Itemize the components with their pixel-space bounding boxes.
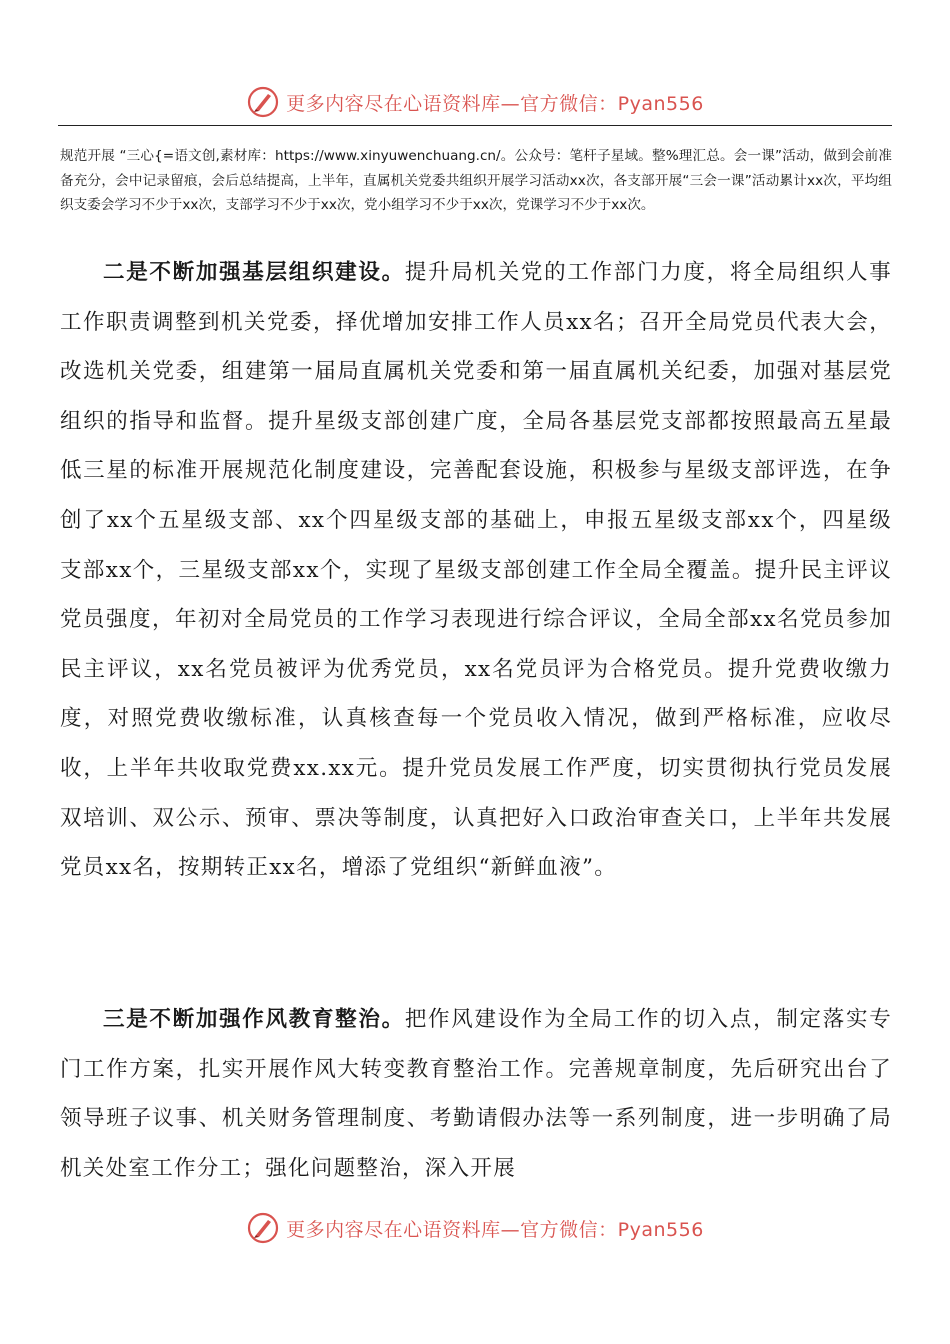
header-rule	[58, 125, 892, 126]
section-2-lead: 二是不断加强基层组织建设。	[103, 260, 405, 285]
section-3-body: 把作风建设作为全局工作的切入点，制定落实专门工作方案，扎实开展作风大转变教育整治工作。完善规章制度，先后研究出台了领导班子议事、机关财务管理制度、考勤请假办法等一系列制度，进一步明确了局机关处室工作分工；强化问题整治，深入开展	[60, 1007, 892, 1181]
section-2-body: 提升局机关党的工作部门力度，将全局组织人事工作职责调整到机关党委，择优增加安排工作人员xx名；召开全局党员代表大会，改选机关党委，组建第一届局直属机关党委和第一届直属机关纪委，加强对基层党组织的指导和监督。提升星级支部创建广度，全局各基层党支部都按照最高五星最低三星的标准开展规范化制度建设，完善配套设施，积极参与星级支部评选，在争创了xx个五星级支部、xx个四星级支部的基础上，申报五星级支部xx个，四星级支部xx个，三星级支部xx个，实现了星级支部创建工作全局全覆盖。提升民主评议党员强度，年初对全局党员的工作学习表现进行综合评议，全局全部xx名党员参加民主评议，xx名党员被评为优秀党员，xx名党员评为合格党员。提升党费收缴力度，对照党费收缴标准，认真核查每一个党员收入情况，做到严格标准，应收尽收，上半年共收取党费xx.xx元。提升党员发展工作严度，切实贯彻执行党员发展双培训、双公示、预审、票决等制度，认真把好入口政治审查关口，上半年共发展党员xx名，按期转正xx名，增添了党组织“新鲜血液”。	[60, 260, 892, 881]
section-3-lead: 三是不断加强作风教育整治。	[103, 1007, 405, 1032]
footer-watermark	[0, 1208, 950, 1248]
section-2-paragraph	[60, 248, 892, 893]
section-3-paragraph	[60, 995, 892, 1193]
watermark-text: 更多内容尽在心语资料库—官方微信：Pyan556	[286, 1218, 704, 1241]
pen-circle-icon	[246, 85, 280, 119]
pen-circle-icon	[246, 1211, 280, 1245]
header-watermark	[0, 82, 950, 122]
watermark-text: 更多内容尽在心语资料库—官方微信：Pyan556	[286, 92, 704, 115]
intro-paragraph: 规范开展 “三心{=语文创,素材库：https://www.xinyuwenchuang.cn/。公众号：笔杆子星域。整%理汇总。会一课”活动，做到会前准备充分，会中记录留痕，会后总结提高，上半年，直属机关党委共组织开展学习活动xx次，各支部开展“三会一课”活动累计xx次，平均组织支委会学习不少于xx次，支部学习不少于xx次，党小组学习不少于xx次，党课学习不少于xx次。	[60, 148, 892, 213]
